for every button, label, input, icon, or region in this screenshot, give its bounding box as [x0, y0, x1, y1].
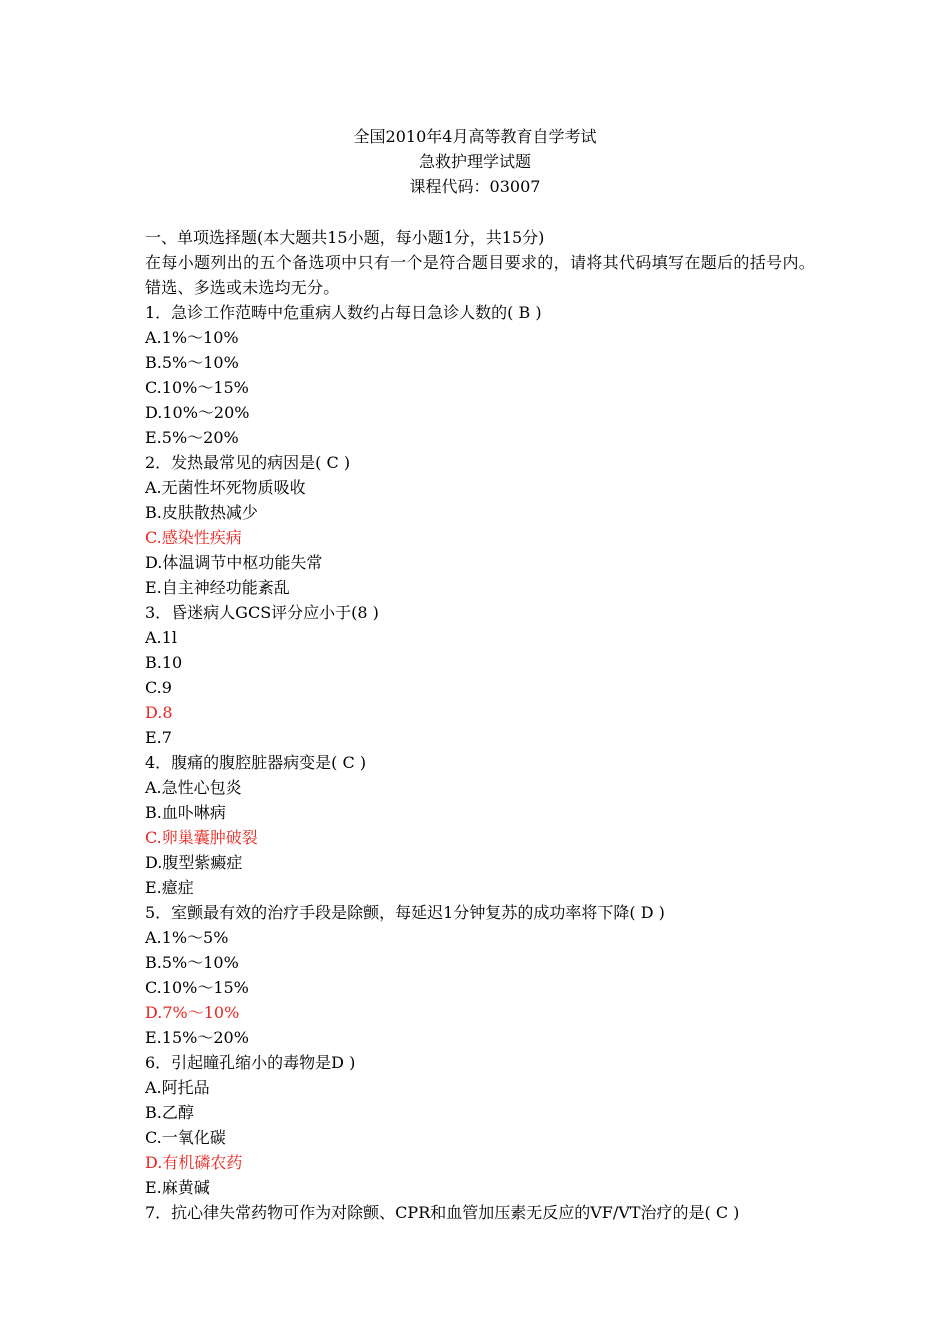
- exam-body: [145, 225, 815, 1225]
- answer-option-highlighted: D.有机磷农药: [145, 1153, 243, 1172]
- question-block: [145, 750, 815, 900]
- answer-option: B.10: [145, 653, 183, 672]
- answer-option: E.自主神经功能紊乱: [145, 578, 290, 597]
- exam-subtitle: 急救护理学试题: [418, 152, 531, 171]
- answer-option: B.皮肤散热减少: [145, 503, 258, 522]
- answer-option: A.急性心包炎: [145, 778, 242, 797]
- question-stem: 4．腹痛的腹腔脏器病变是( C ): [145, 753, 367, 772]
- question-stem: 7．抗心律失常药物可作为对除颤、CPR和血管加压素无反应的VF/VT治疗的是( C ): [145, 1203, 740, 1222]
- question-list: [145, 300, 815, 1225]
- question-stem: 1．急诊工作范畴中危重病人数约占每日急诊人数的( B ): [145, 303, 542, 322]
- answer-option: C.10%～15%: [145, 978, 249, 997]
- answer-option: B.乙醇: [145, 1103, 194, 1122]
- answer-option: E.7: [145, 728, 172, 747]
- question-block: [145, 600, 815, 750]
- answer-option-highlighted: C.卵巢囊肿破裂: [145, 828, 258, 847]
- section-instructions: 在每小题列出的五个备选项中只有一个是符合题目要求的，请将其代码填写在题后的括号内。错选、多选或未选均无分。: [145, 253, 815, 297]
- answer-option-highlighted: D.8: [145, 703, 173, 722]
- question-stem: 6．引起瞳孔缩小的毒物是D ): [145, 1053, 356, 1072]
- answer-option: C.9: [145, 678, 172, 697]
- answer-option: C.一氧化碳: [145, 1128, 226, 1147]
- exam-title: 全国2010年4月高等教育自学考试: [353, 127, 597, 146]
- answer-option: D.10%～20%: [145, 403, 250, 422]
- answer-option: D.腹型紫癜症: [145, 853, 243, 872]
- section-heading: 一、单项选择题(本大题共15小题，每小题1分，共15分): [145, 228, 545, 247]
- answer-option: A.无菌性坏死物质吸收: [145, 478, 306, 497]
- answer-option-highlighted: C.感染性疾病: [145, 528, 242, 547]
- exam-header: [0, 124, 950, 199]
- question-block: [145, 1200, 815, 1225]
- answer-option: A.1%～10%: [145, 328, 239, 347]
- answer-option: A.1l: [145, 628, 177, 647]
- question-stem: 2．发热最常见的病因是( C ): [145, 453, 351, 472]
- course-code: 课程代码：03007: [409, 177, 541, 196]
- answer-option: E.癔症: [145, 878, 194, 897]
- question-block: [145, 450, 815, 600]
- answer-option: E.15%～20%: [145, 1028, 249, 1047]
- answer-option: E.5%～20%: [145, 428, 239, 447]
- question-block: [145, 1050, 815, 1200]
- answer-option: E.麻黄碱: [145, 1178, 210, 1197]
- answer-option: B.5%～10%: [145, 353, 239, 372]
- question-block: [145, 300, 815, 450]
- question-stem: 5．室颤最有效的治疗手段是除颤，每延迟1分钟复苏的成功率将下降( D ): [145, 903, 665, 922]
- answer-option: B.血卟啉病: [145, 803, 226, 822]
- answer-option: D.体温调节中枢功能失常: [145, 553, 323, 572]
- answer-option: B.5%～10%: [145, 953, 239, 972]
- question-stem: 3．昏迷病人GCS评分应小于(8 ): [145, 603, 379, 622]
- answer-option: A.1%～5%: [145, 928, 229, 947]
- question-block: [145, 900, 815, 1050]
- answer-option: A.阿托品: [145, 1078, 210, 1097]
- answer-option: C.10%～15%: [145, 378, 249, 397]
- answer-option-highlighted: D.7%～10%: [145, 1003, 240, 1022]
